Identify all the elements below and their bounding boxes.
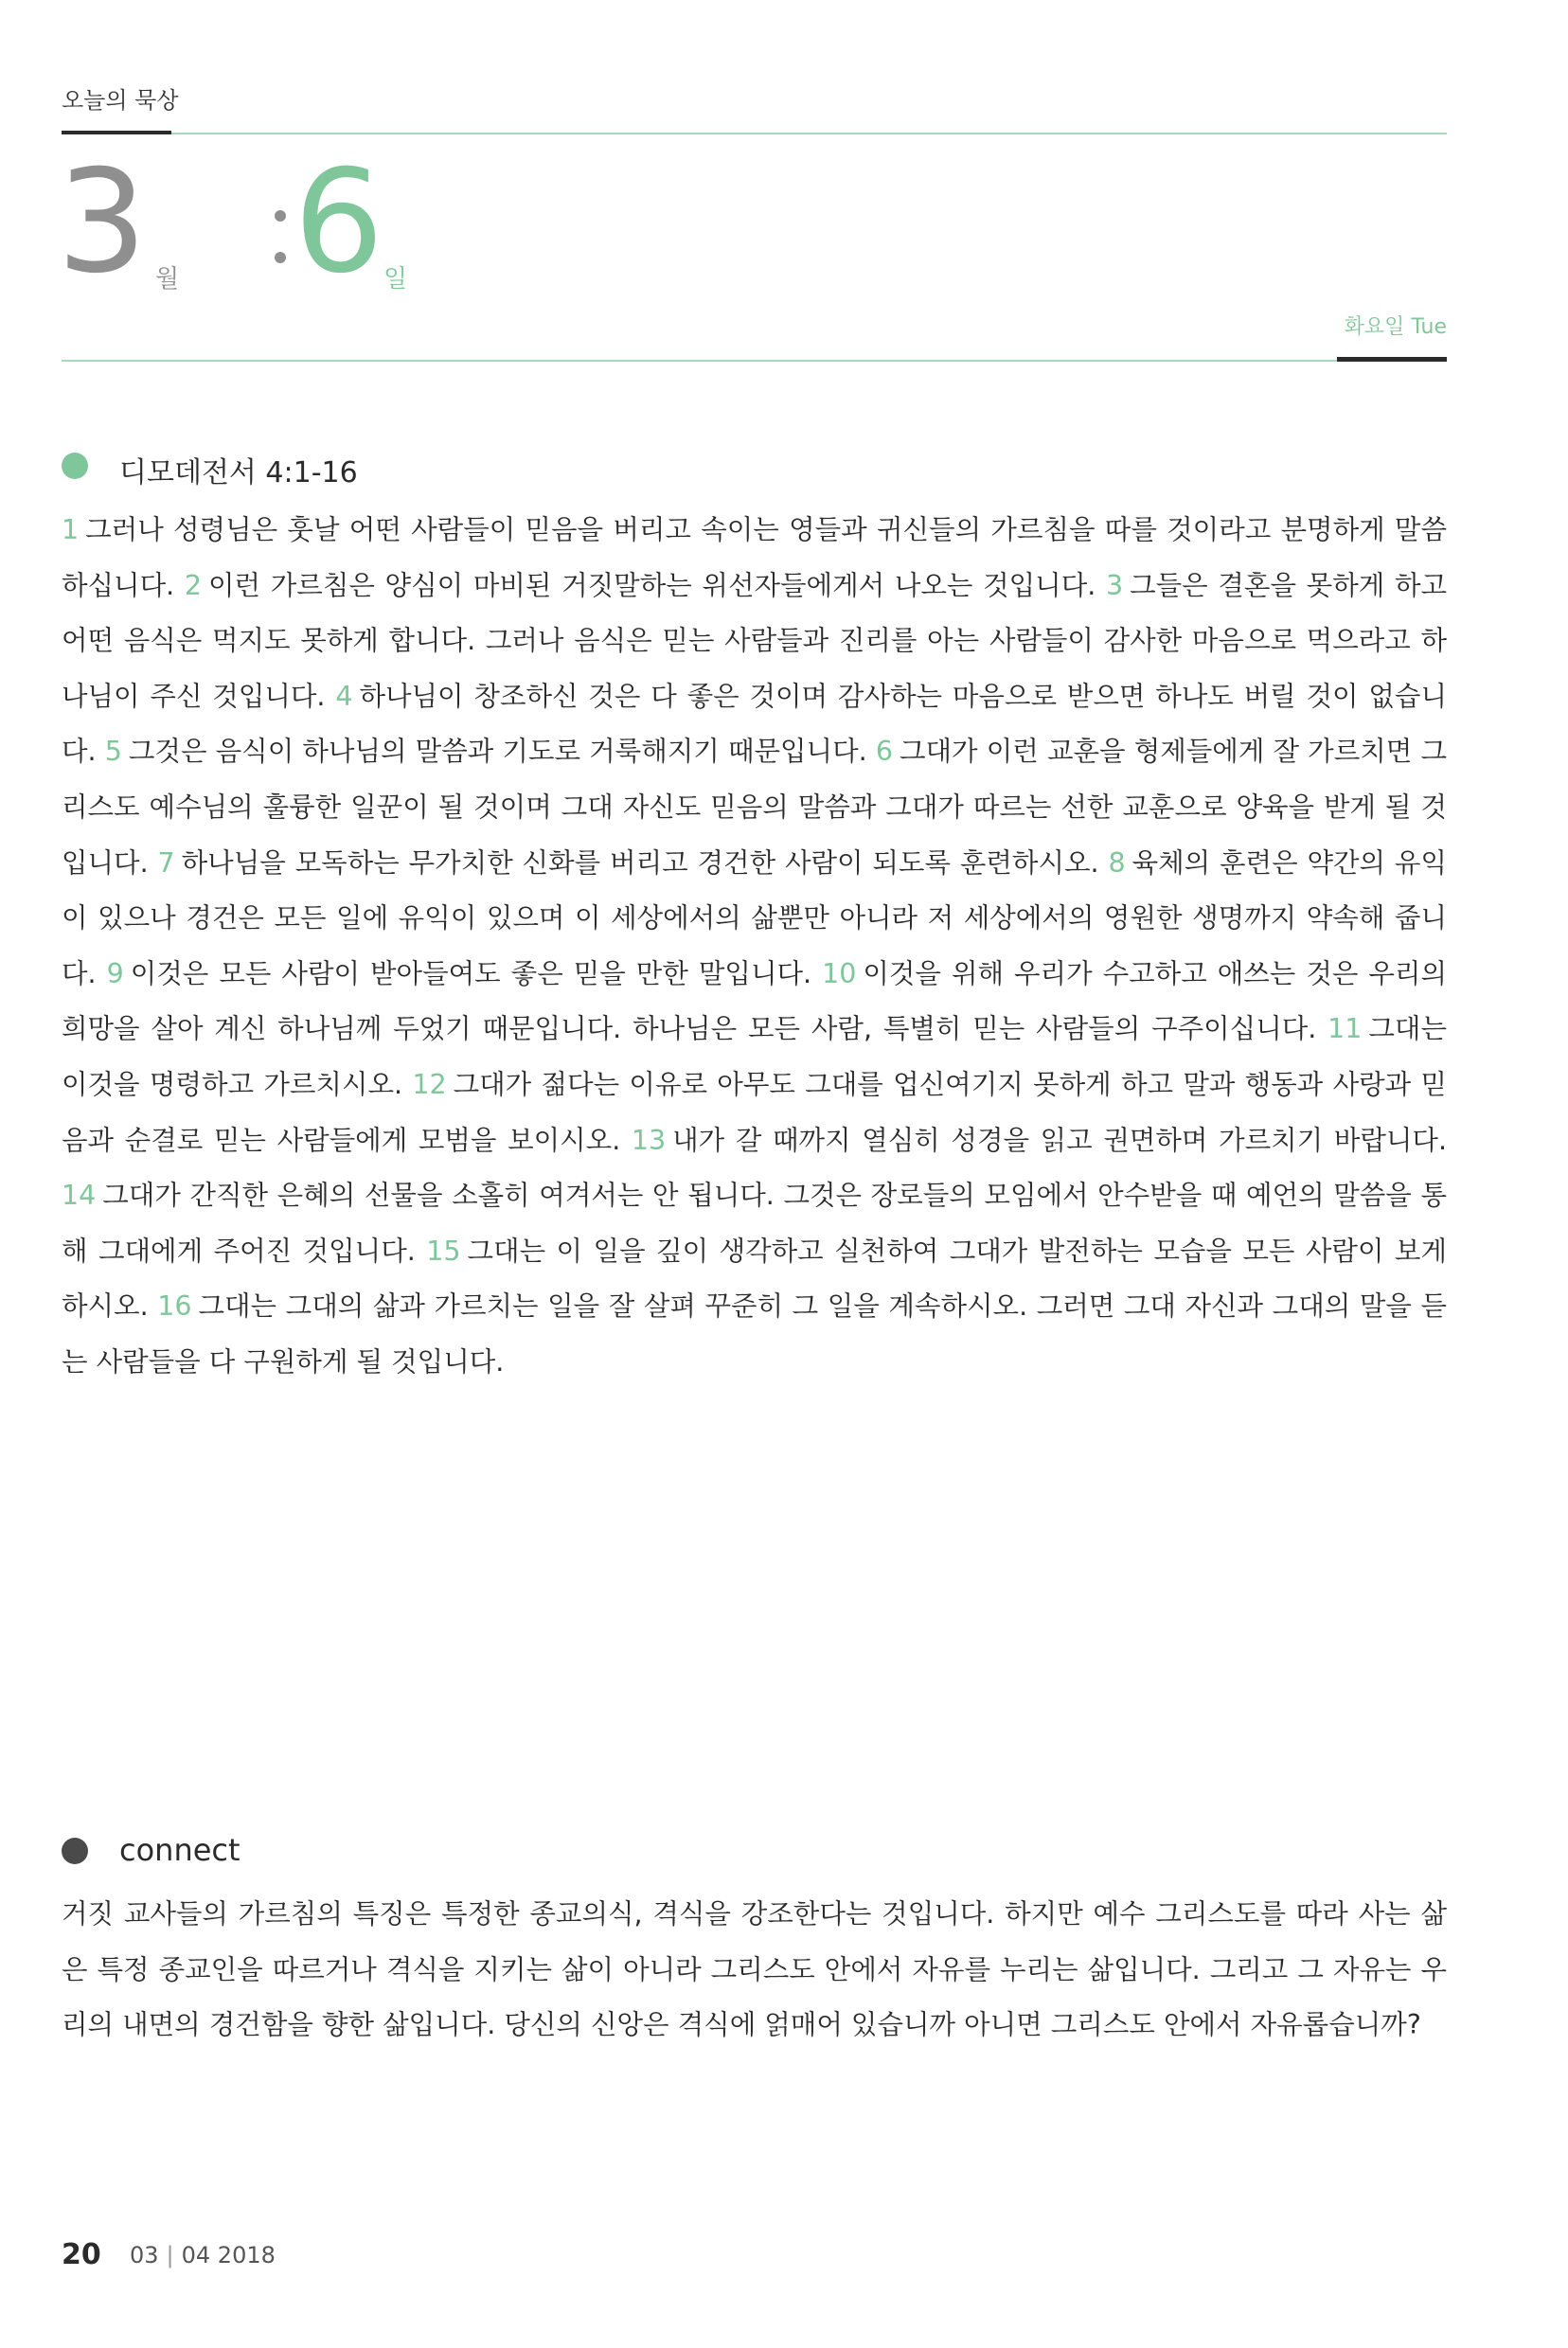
scripture-bullet-icon — [62, 453, 88, 479]
verse-text: 그대는 그대의 삶과 가르치는 일을 잘 살펴 꾸준히 그 일을 계속하시오. 그러면 그대 자신과 그대의 말을 듣는 사람들을 다 구원하게 될 것입니다. — [62, 1290, 1447, 1378]
verse-number: 14 — [62, 1180, 97, 1212]
weekday-label: 화요일 Tue — [1344, 315, 1447, 339]
scripture-reference: 디모데전서 4:1-16 — [119, 456, 358, 489]
header-top-rule — [171, 133, 1447, 134]
header-bottom-rule — [62, 360, 1337, 362]
connect-title: connect — [119, 1832, 241, 1868]
verse-text: 하나님을 모독하는 무가치한 신화를 버리고 경건한 사람이 되도록 훈련하시오. — [181, 846, 1099, 879]
verse-number: 6 — [875, 736, 893, 768]
verse-text: 이것은 모든 사람이 받아들여도 좋은 믿을 만한 말입니다. — [130, 957, 812, 989]
verse-number: 11 — [1327, 1013, 1363, 1045]
verse-text: 그러나 성령님은 훗날 어떤 사람들이 믿음을 버리고 속이는 영들과 귀신들의 가르침을 따를 것이라고 분명하게 말씀하십니다. — [62, 514, 1447, 601]
verse-number: 3 — [1105, 569, 1124, 601]
month-number: 3 — [57, 140, 148, 305]
verse-number: 2 — [184, 569, 203, 601]
verse-text: 하나님이 창조하신 것은 다 좋은 것이며 감사하는 마음으로 받으면 하나도 버릴 것이 없습니다. — [62, 680, 1447, 768]
verse — [632, 1125, 1447, 1156]
connect-bullet-icon — [62, 1838, 88, 1864]
verse-number: 12 — [412, 1068, 447, 1100]
verse-number: 1 — [62, 514, 80, 545]
verse-text: 그대는 이것을 명령하고 가르치시오. — [62, 1013, 1447, 1100]
verse-number: 5 — [104, 736, 122, 768]
verse-number: 15 — [426, 1235, 461, 1267]
verse-number: 4 — [335, 680, 353, 712]
verse — [107, 958, 811, 989]
verse-number: 16 — [157, 1290, 192, 1323]
day-unit: 일 — [383, 265, 408, 294]
verse — [62, 1290, 1447, 1378]
verse-number: 9 — [106, 957, 124, 989]
issue-date — [130, 2242, 276, 2268]
verse-text: 이것을 위해 우리가 수고하고 애쓰는 것은 우리의 희망을 살아 계신 하나님께 두었기 때문입니다. 하나님은 모든 사람, 특별히 믿는 사람들의 구주이십니다. — [62, 957, 1447, 1045]
issue-year: 04 2018 — [181, 2242, 276, 2268]
month-unit: 월 — [155, 265, 180, 294]
weekday-underline — [1337, 357, 1447, 362]
verse-text: 그들은 결혼을 못하게 하고 어떤 음식은 먹지도 못하게 합니다. 그러나 음식은 믿는 사람들과 진리를 아는 사람들이 감사한 마음으로 먹으라고 하나님이 주신 것입니다. — [62, 569, 1448, 712]
verse-text: 육체의 훈련은 약간의 유익이 있으나 경건은 모든 일에 유익이 있으며 이 세상에서의 삶뿐만 아니라 저 세상에서의 영원한 생명까지 약속해 줍니다. — [62, 846, 1447, 989]
verse — [158, 847, 1099, 879]
verse-text: 그대가 이런 교훈을 형제들에게 잘 가르치면 그리스도 예수님의 훌륭한 일꾼이 될 것이며 그대 자신도 믿음의 말씀과 그대가 따르는 선한 교훈으로 양육을 받게 될 것입니다. — [62, 736, 1447, 879]
verse-text: 그대가 젊다는 이유로 아무도 그대를 업신여기지 못하게 하고 말과 행동과 사랑과 믿음과 순결로 믿는 사람들에게 모범을 보이시오. — [62, 1068, 1447, 1156]
verse-text: 그것은 음식이 하나님의 말씀과 기도로 거룩해지기 때문입니다. — [128, 736, 867, 768]
verse-text: 그대는 이 일을 깊이 생각하고 실천하여 그대가 발전하는 모습을 모든 사람이 보게 하시오. — [62, 1235, 1447, 1323]
issue-separator: | — [166, 2242, 174, 2268]
scripture-text — [62, 503, 1447, 1391]
verse-number: 10 — [822, 957, 857, 989]
page-number: 20 — [62, 2238, 101, 2271]
verse-text: 내가 갈 때까지 열심히 성경을 읽고 권면하며 가르치기 바랍니다. — [672, 1124, 1447, 1156]
date-display — [57, 140, 814, 312]
section-label-underline — [62, 131, 171, 134]
issue-month: 03 — [130, 2242, 159, 2268]
verse-number: 13 — [631, 1124, 667, 1156]
verse-text: 그대가 간직한 은혜의 선물을 소홀히 여겨서는 안 됩니다. 그것은 장로들의 모임에서 안수받을 때 예언의 말씀을 통해 그대에게 주어진 것입니다. — [62, 1180, 1447, 1267]
verse-number: 8 — [1108, 846, 1126, 879]
verse-number: 7 — [157, 846, 175, 879]
section-label: 오늘의 묵상 — [62, 87, 179, 114]
verse — [105, 736, 867, 767]
day-number: 6 — [294, 140, 384, 305]
verse-text: 이런 가르침은 양심이 마비된 거짓말하는 위선자들에게서 나오는 것입니다. — [208, 569, 1096, 601]
connect-body: 거짓 교사들의 가르침의 특징은 특정한 종교의식, 격식을 강조한다는 것입니다. 하지만 예수 그리스도를 따라 사는 삶은 특정 종교인을 따르거나 격식을 지키는 삶이 아니라 그리스도 안에서 자유를 누리는 삶입니다. 그리고 그 자유는 우리의 내면의 경건함을 향한 삶입니다. 당신의 신앙은 격식에 얽매어 있습니까 아니면 그리스도 안에서 자유롭습니까? — [62, 1898, 1447, 2041]
verse — [185, 570, 1096, 601]
date-colon — [275, 210, 288, 286]
